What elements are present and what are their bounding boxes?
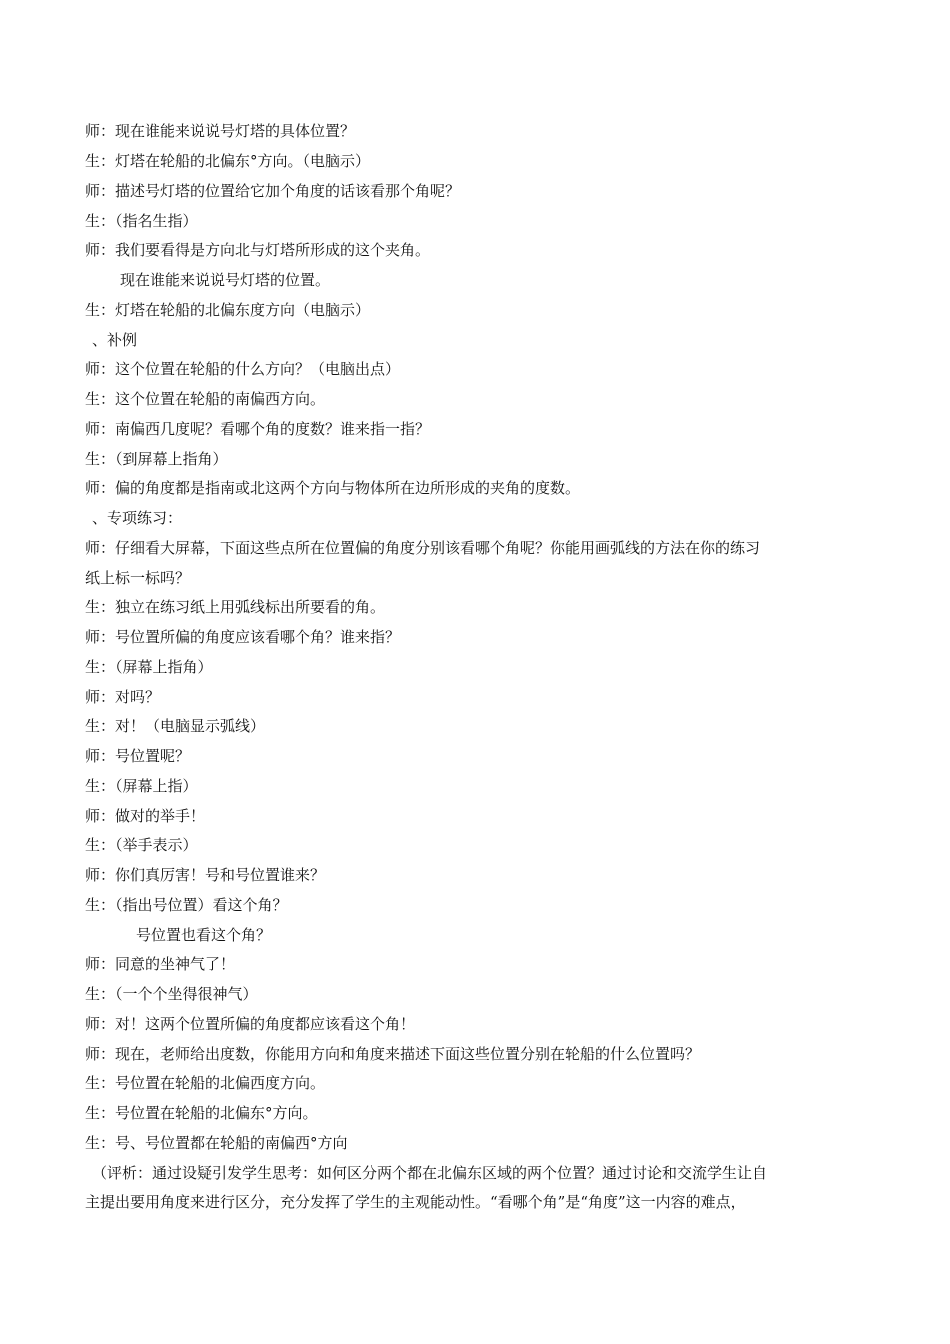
text-line: 师：号位置所偏的角度应该看哪个角？谁来指？ xyxy=(85,628,401,646)
text-line: 生：灯塔在轮船的北偏东°方向。（电脑示） xyxy=(85,152,371,170)
text-line: 师：描述号灯塔的位置给它加个角度的话该看那个角呢？ xyxy=(85,182,461,200)
text-line: 生：号位置在轮船的北偏东°方向。 xyxy=(85,1104,318,1122)
text-line: 生：（到屏幕上指角） xyxy=(85,450,228,468)
text-line: 师：做对的举手！ xyxy=(85,807,206,825)
text-line: 生：灯塔在轮船的北偏东度方向（电脑示） xyxy=(85,301,371,319)
text-line: 生：（屏幕上指） xyxy=(85,777,198,795)
text-line: 师：现在，老师给出度数，你能用方向和角度来描述下面这些位置分别在轮船的什么位置吗？ xyxy=(85,1045,701,1063)
commentary-line: 主提出要用角度来进行区分，充分发挥了学生的主观能动性。“看哪个角”是“角度”这一内容的难点， xyxy=(85,1193,746,1211)
text-line: 生：号位置在轮船的北偏西度方向。 xyxy=(85,1074,326,1092)
commentary-line: （评析：通过设疑引发学生思考：如何区分两个都在北偏东区域的两个位置？通过讨论和交流学生让自 xyxy=(92,1164,768,1182)
text-line: 生：（屏幕上指角） xyxy=(85,658,213,676)
text-line: 师：现在谁能来说说号灯塔的具体位置？ xyxy=(85,122,356,140)
text-line: 师：偏的角度都是指南或北这两个方向与物体所在边所形成的夹角的度数。 xyxy=(85,479,581,497)
text-line: 生：这个位置在轮船的南偏西方向。 xyxy=(85,390,326,408)
text-line: 生：（指名生指） xyxy=(85,212,198,230)
text-line: 生：（指出号位置）看这个角？ xyxy=(85,896,288,914)
text-line: 生：（举手表示） xyxy=(85,836,198,854)
text-line: 生：独立在练习纸上用弧线标出所要看的角。 xyxy=(85,598,386,616)
text-line: 师：南偏西几度呢？看哪个角的度数？谁来指一指？ xyxy=(85,420,431,438)
text-line: 生：号、号位置都在轮船的南偏西°方向 xyxy=(85,1134,348,1152)
text-line: 师：仔细看大屏幕，下面这些点所在位置偏的角度分别该看哪个角呢？你能用画弧线的方法在你的练习 xyxy=(85,539,761,557)
text-line: 现在谁能来说说号灯塔的位置。 xyxy=(120,271,331,289)
text-line: 师：对！这两个位置所偏的角度都应该看这个角！ xyxy=(85,1015,416,1033)
text-line: 师：你们真厉害！号和号位置谁来？ xyxy=(85,866,326,884)
section-heading: 、补例 xyxy=(92,331,138,349)
text-line: 号位置也看这个角？ xyxy=(136,926,272,944)
text-line: 师：号位置呢？ xyxy=(85,747,191,765)
text-line: 师：这个位置在轮船的什么方向？（电脑出点） xyxy=(85,360,401,378)
text-line: 纸上标一标吗？ xyxy=(85,569,191,587)
text-line: 师：对吗？ xyxy=(85,688,161,706)
text-line: 师：同意的坐神气了！ xyxy=(85,955,236,973)
text-line: 生：（一个个坐得很神气） xyxy=(85,985,258,1003)
text-line: 师：我们要看得是方向北与灯塔所形成的这个夹角。 xyxy=(85,241,431,259)
text-line: 生：对！（电脑显示弧线） xyxy=(85,717,266,735)
section-heading: 、专项练习： xyxy=(92,509,183,527)
